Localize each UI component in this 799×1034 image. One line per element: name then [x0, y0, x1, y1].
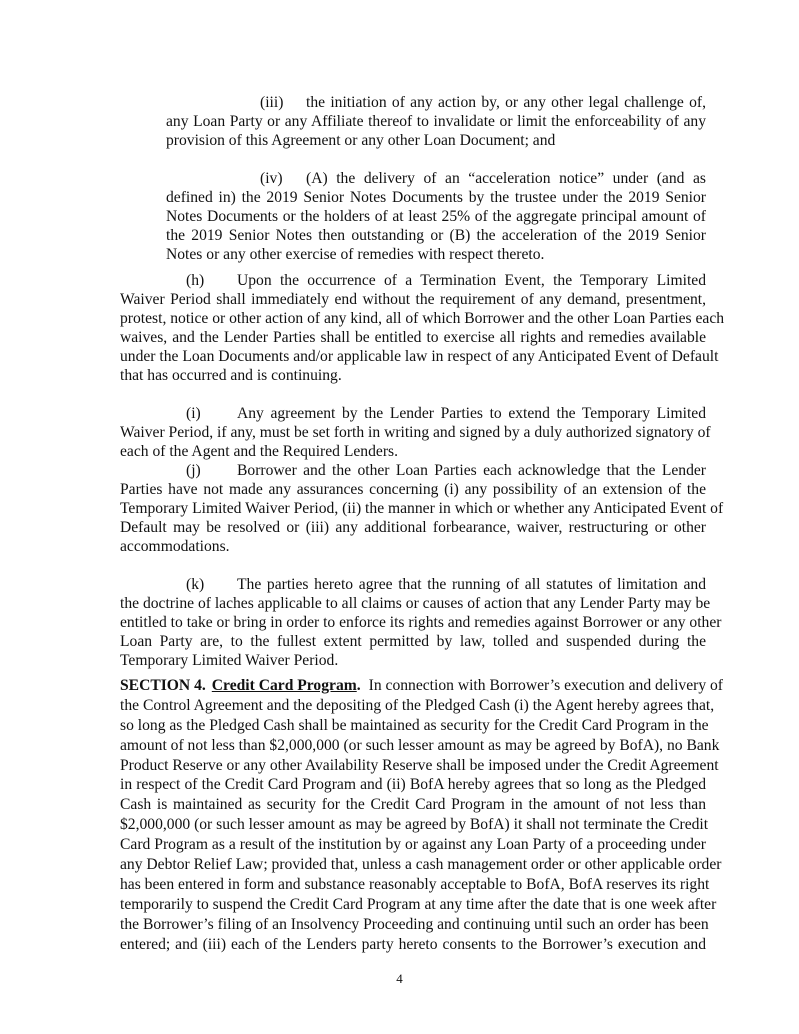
paragraph-line [120, 309, 725, 328]
line-text: Waiver Period shall immediately end without the requirement of any demand, presentment, [120, 291, 706, 308]
paragraph-line [166, 112, 706, 131]
line-text: the doctrine of laches applicable to all claims or causes of action that any Lender Party may be [120, 595, 711, 612]
page-number: 4 [396, 971, 403, 986]
paragraph-line: so long as the Pledged Cash shall be maintained as security for the Credit Card Program in the [120, 716, 709, 734]
paragraph-line [120, 651, 706, 670]
line-text: Temporary Limited Waiver Period. [120, 652, 339, 669]
paragraph-line: temporarily to suspend the Credit Card Program at any time after the date that is one week after [120, 895, 717, 913]
paragraph-line [120, 518, 706, 537]
paragraph-line [166, 169, 706, 188]
paragraph-iii [166, 93, 706, 150]
paragraph-label: (j) [186, 462, 201, 479]
section-4 [120, 676, 724, 954]
paragraph-line: the Borrower’s filing of an Insolvency Proceeding and continuing until such an order has been [120, 915, 709, 933]
paragraph-line [120, 347, 719, 366]
paragraph-h [120, 271, 725, 385]
line-text: Any agreement by the Lender Parties to extend the Temporary Limited [237, 405, 706, 422]
section-title-period: . [356, 677, 361, 694]
paragraph-line: amount of not less than $2,000,000 (or such lesser amount as may be agreed by BofA), no Bank [120, 736, 720, 754]
line-text: Upon the occurrence of a Termination Event, the Temporary Limited [237, 272, 706, 289]
line-text: any Loan Party or any Affiliate thereof to invalidate or limit the enforceability of any [166, 113, 706, 130]
paragraph-line: any Debtor Relief Law; provided that, unless a cash management order or other applicable order [120, 856, 722, 874]
paragraph-line [120, 271, 706, 290]
paragraph-line [120, 613, 722, 632]
paragraph-line [166, 207, 706, 226]
line-text: the 2019 Senior Notes then outstanding or (B) the acceleration of the 2019 Senior [166, 227, 706, 244]
paragraph-k [120, 575, 722, 670]
paragraph-line: entered; and (iii) each of the Lenders party hereto consents to the Borrower’s execution and [120, 935, 706, 953]
line-text: protest, notice or other action of any kind, all of which Borrower and the other Loan Parties each [120, 310, 725, 327]
paragraph-line [120, 404, 706, 423]
paragraph-line [120, 537, 706, 556]
paragraph-line: Card Program as a result of the institution by or against any Loan Party of a proceeding under [120, 836, 706, 854]
line-text: entitled to take or bring in order to enforce its rights and remedies against Borrower or any other [120, 614, 722, 631]
paragraph-line [120, 594, 711, 613]
paragraph-label: (h) [186, 272, 205, 289]
line-text: In connection with Borrower’s execution and delivery of [368, 677, 724, 694]
paragraph-line [166, 131, 706, 150]
line-text: the initiation of any action by, or any other legal challenge of, [306, 94, 706, 111]
paragraph-label: (iii) [260, 94, 284, 111]
paragraph-line [120, 366, 706, 385]
line-text: Temporary Limited Waiver Period, (ii) the manner in which or whether any Anticipated Event of [120, 500, 724, 517]
section-title: Credit Card Program [211, 677, 357, 694]
paragraph-line [120, 480, 706, 499]
line-text: Loan Party are, to the fullest extent permitted by law, tolled and suspended during the [120, 633, 706, 650]
paragraph-line: $2,000,000 (or such lesser amount as may be agreed by BofA) it shall not terminate the Credit [120, 816, 709, 834]
paragraph-label: (iv) [260, 170, 283, 187]
paragraph-line [120, 575, 706, 594]
line-text: waives, and the Lender Parties shall be entitled to exercise all rights and remedies available [120, 329, 706, 346]
line-text: (A) the delivery of an “acceleration notice” under (and as [306, 170, 706, 187]
line-text: Default may be resolved or (iii) any additional forbearance, waiver, restructuring or other [120, 519, 706, 536]
paragraph-line [120, 632, 706, 651]
paragraph-line [120, 442, 706, 461]
line-text: defined in) the 2019 Senior Notes Documents by the trustee under the 2019 Senior [166, 189, 706, 206]
paragraph-line [120, 290, 706, 309]
paragraph-line [166, 188, 706, 207]
paragraph-line: has been entered in form and substance reasonably acceptable to BofA, BofA reserves its right [120, 875, 710, 893]
paragraph-label: (i) [186, 405, 201, 422]
line-text: accommodations. [120, 538, 230, 555]
paragraph-line [120, 461, 706, 480]
line-text: Waiver Period, if any, must be set forth in writing and signed by a duly authorized signatory of [120, 424, 711, 441]
line-text: provision of this Agreement or any other Loan Document; and [166, 132, 556, 149]
line-text: Parties have not made any assurances concerning (i) any possibility of an extension of the [120, 481, 706, 498]
paragraph-line [166, 245, 706, 264]
line-text: each of the Agent and the Required Lenders. [120, 443, 398, 460]
section-number: SECTION 4. [120, 677, 206, 694]
line-text: Notes or any other exercise of remedies with respect thereto. [166, 246, 545, 263]
paragraph-line [120, 676, 724, 696]
paragraph-line [120, 328, 706, 347]
line-text: The parties hereto agree that the running of all statutes of limitation and [237, 576, 706, 593]
line-text: Borrower and the other Loan Parties each acknowledge that the Lender [237, 462, 706, 479]
paragraph-line: in respect of the Credit Card Program and (ii) BofA hereby agrees that so long as the Pledged [120, 776, 706, 794]
paragraph-j [120, 461, 724, 556]
paragraph-i [120, 404, 711, 461]
paragraph-line [166, 226, 706, 245]
paragraph-line: the Control Agreement and the depositing of the Pledged Cash (i) the Agent hereby agrees that, [120, 696, 715, 714]
line-text: Notes Documents or the holders of at least 25% of the aggregate principal amount of [166, 208, 706, 225]
paragraph-label: (k) [186, 576, 205, 593]
paragraph-line: Product Reserve or any other Availability Reserve shall be imposed under the Credit Agreement [120, 756, 719, 774]
paragraph-line [166, 93, 706, 112]
paragraph-line [120, 499, 724, 518]
line-text: under the Loan Documents and/or applicable law in respect of any Anticipated Event of Default [120, 348, 719, 365]
paragraph-iv [166, 169, 706, 264]
paragraph-line: Cash is maintained as security for the Credit Card Program in the amount of not less than [120, 796, 706, 814]
paragraph-line [120, 423, 711, 442]
line-text: that has occurred and is continuing. [120, 367, 342, 384]
